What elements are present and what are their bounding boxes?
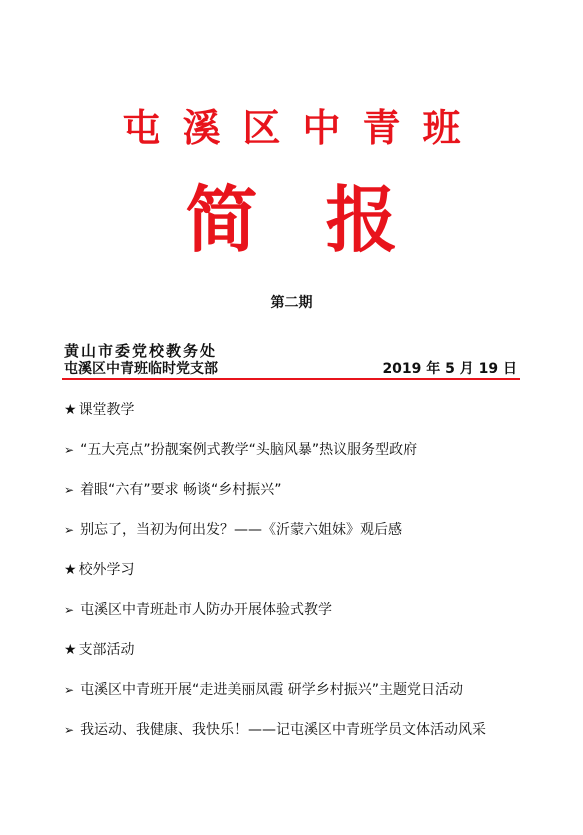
toc-section-label: 课堂教学 — [78, 402, 135, 418]
toc-item-label[interactable]: 别忘了，当初为何出发？——《沂蒙六姐妹》观后感 — [80, 522, 403, 538]
star-icon: ★ — [64, 642, 77, 658]
toc-item-label[interactable]: 我运动、我健康、我快乐！——记屯溪区中青班学员文体活动风采 — [80, 722, 487, 738]
newsletter-title: 屯溪区中青班 — [122, 105, 483, 150]
toc-item[interactable] — [64, 600, 534, 640]
publish-date: 2019 年 5 月 19 日 — [382, 361, 517, 377]
toc-item-label[interactable]: 屯溪区中青班赴市人防办开展体验式教学 — [80, 602, 333, 618]
toc-item[interactable] — [64, 440, 534, 480]
arrow-bullet-icon: ➢ — [64, 483, 75, 497]
toc-item[interactable] — [64, 520, 534, 560]
toc-item-label[interactable]: 着眼“六有”要求 畅谈“乡村振兴” — [80, 482, 282, 498]
arrow-bullet-icon: ➢ — [64, 723, 75, 737]
issue-number: 第二期 — [270, 295, 313, 311]
toc-item[interactable] — [64, 720, 534, 760]
arrow-bullet-icon: ➢ — [64, 523, 75, 537]
star-icon: ★ — [64, 402, 77, 418]
arrow-bullet-icon: ➢ — [64, 443, 75, 457]
toc-section-label: 校外学习 — [78, 562, 135, 578]
newsletter-subtitle: 简报 — [185, 177, 466, 262]
arrow-bullet-icon: ➢ — [64, 683, 75, 697]
publisher-line-2: 屯溪区中青班临时党支部 — [64, 361, 218, 377]
toc-section — [64, 560, 534, 600]
toc-item[interactable] — [64, 680, 534, 720]
toc-section — [64, 640, 534, 680]
red-divider — [62, 378, 520, 380]
toc-item[interactable] — [64, 480, 534, 520]
toc-item-label[interactable]: 屯溪区中青班开展“走进美丽凤霞 研学乡村振兴”主题党日活动 — [80, 682, 464, 698]
star-icon: ★ — [64, 562, 77, 578]
table-of-contents — [64, 400, 534, 760]
toc-section — [64, 400, 534, 440]
toc-item-label[interactable]: “五大亮点”扮靓案例式教学“头脑风暴”热议服务型政府 — [80, 442, 418, 458]
toc-section-label: 支部活动 — [78, 642, 135, 658]
publisher-line-1: 黄山市委党校教务处 — [64, 342, 218, 360]
arrow-bullet-icon: ➢ — [64, 603, 75, 617]
